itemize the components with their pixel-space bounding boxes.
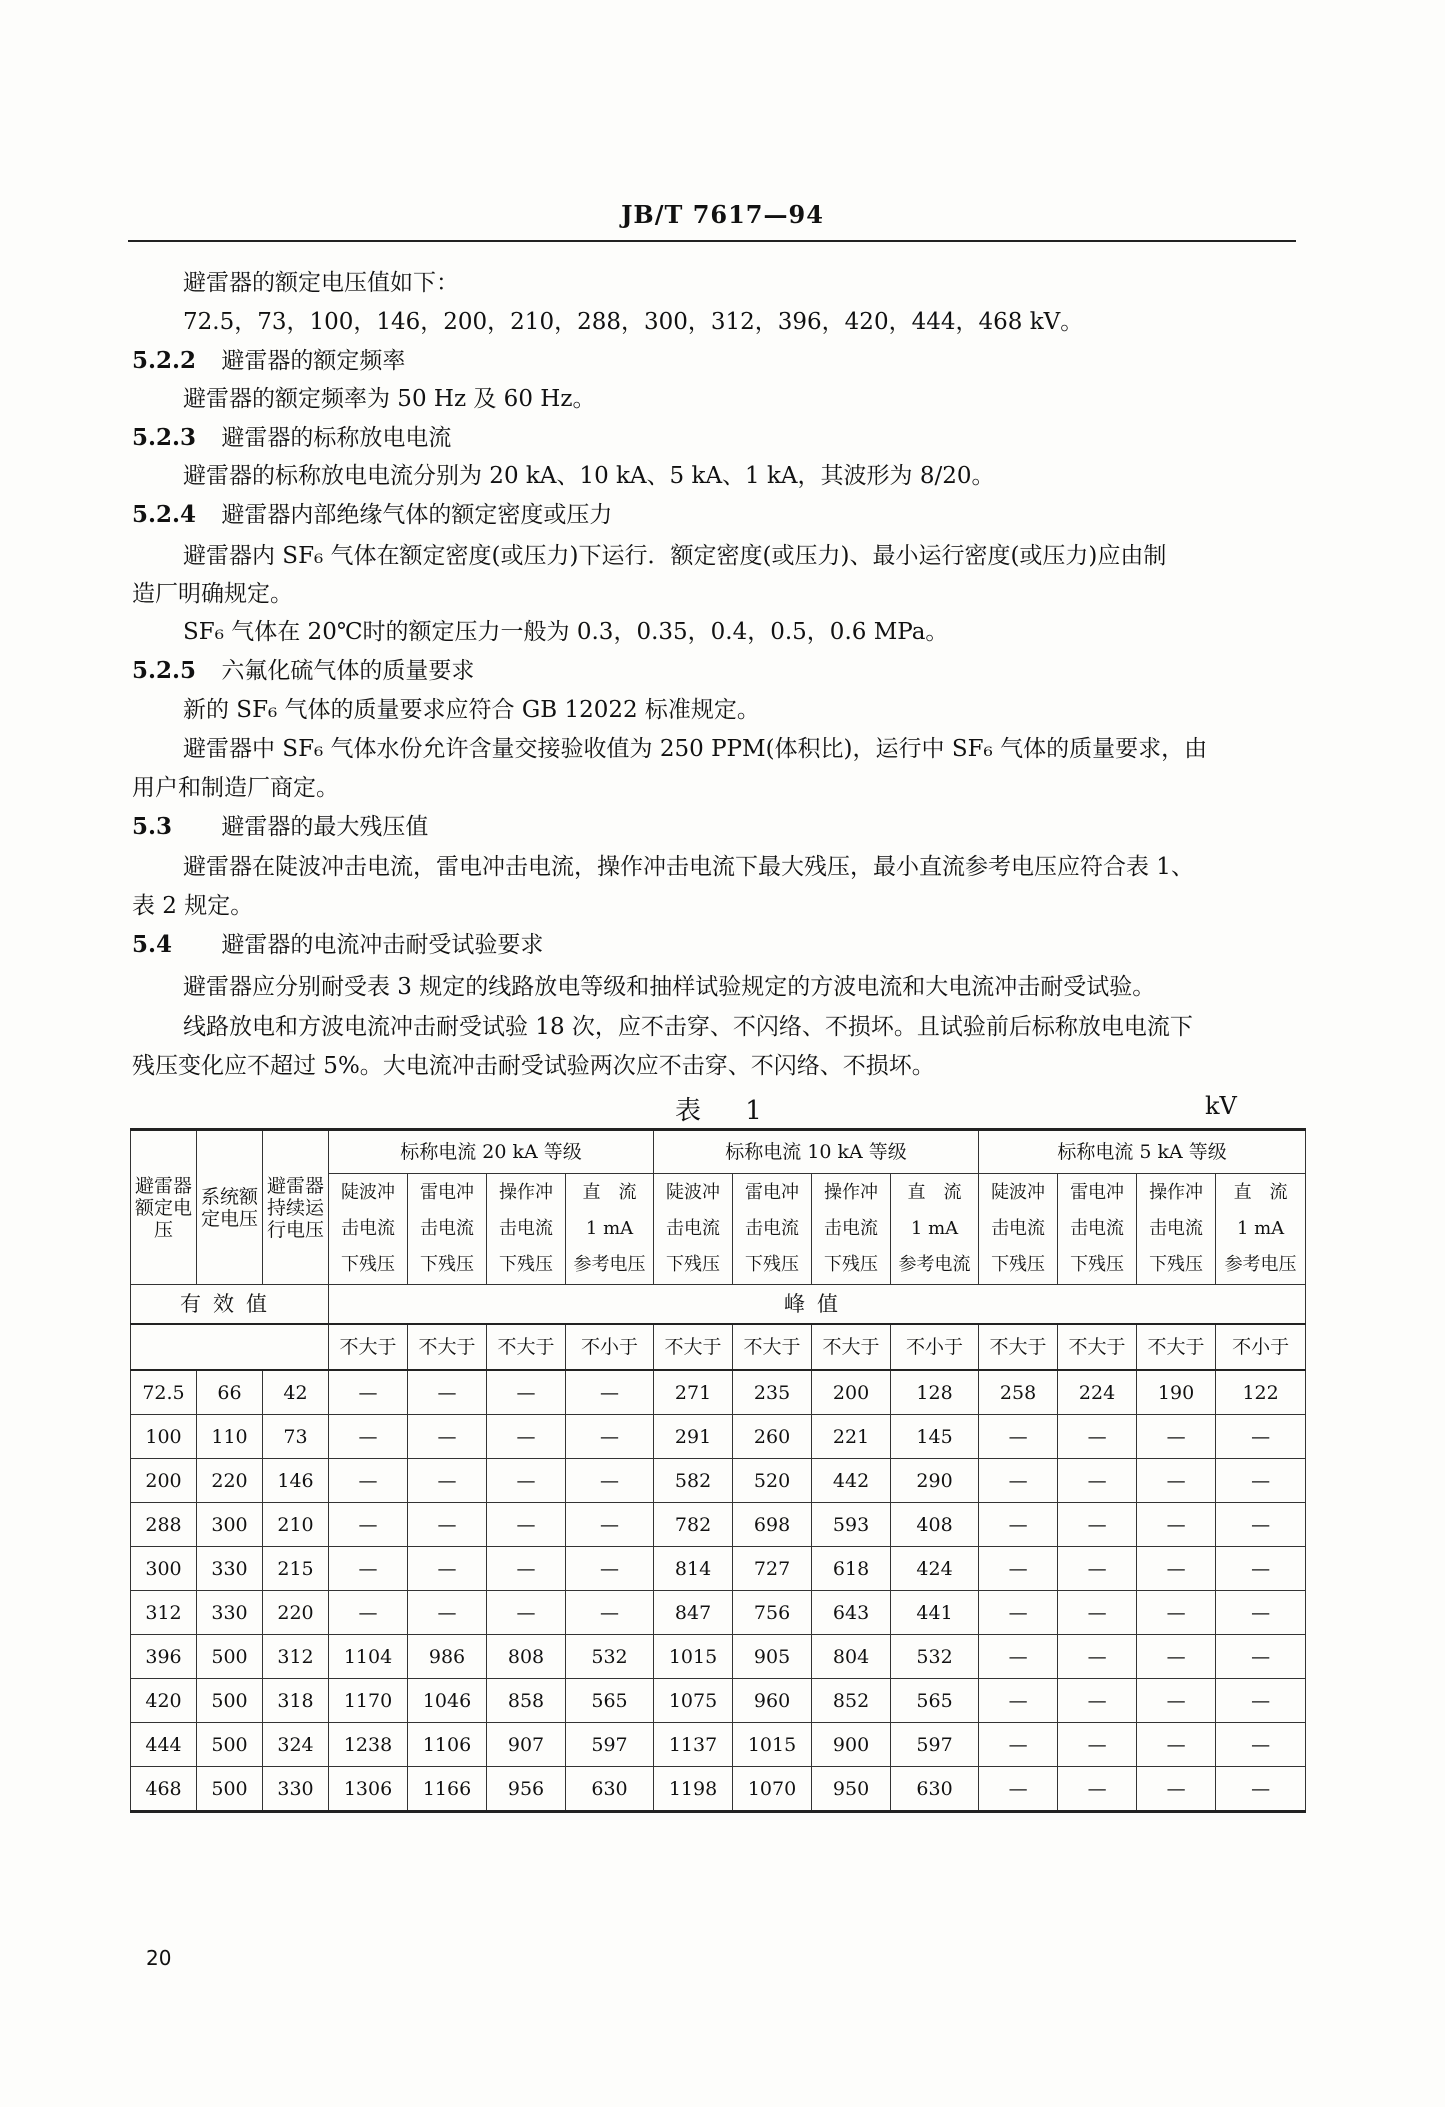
table-cell: 956 bbox=[487, 1767, 566, 1812]
subheader-line: 击电流 bbox=[824, 1218, 879, 1239]
table-cell: — bbox=[1137, 1767, 1216, 1812]
table-cell: 300 bbox=[197, 1503, 263, 1547]
table-cell: 597 bbox=[566, 1723, 654, 1767]
document-code-header: JB/T 7617—94 bbox=[621, 200, 824, 229]
table-row bbox=[131, 1370, 1306, 1415]
section-number: 5.3 bbox=[132, 813, 173, 840]
subheader-line: 操作冲 bbox=[824, 1182, 879, 1203]
table-cell: 532 bbox=[891, 1635, 979, 1679]
table-cell: 324 bbox=[263, 1723, 329, 1767]
table-cell: 1015 bbox=[733, 1723, 812, 1767]
table-cell: 235 bbox=[733, 1370, 812, 1415]
table-cell: — bbox=[487, 1415, 566, 1459]
section-5-2-5-text-3: 用户和制造厂商定。 bbox=[132, 775, 339, 801]
subheader-line: 下残压 bbox=[1149, 1254, 1204, 1275]
table-cell: — bbox=[1216, 1459, 1306, 1503]
table-cell: 782 bbox=[654, 1503, 733, 1547]
table-cell: — bbox=[979, 1503, 1058, 1547]
subheader-line: 下残压 bbox=[341, 1254, 395, 1275]
table-cell: 630 bbox=[891, 1767, 979, 1812]
table-cell: 643 bbox=[812, 1591, 891, 1635]
table-cell: 290 bbox=[891, 1459, 979, 1503]
table-cell: 520 bbox=[733, 1459, 812, 1503]
table-cell: 1070 bbox=[733, 1767, 812, 1812]
limit-cell: 不大于 bbox=[979, 1324, 1058, 1370]
table-cell: 73 bbox=[263, 1415, 329, 1459]
table-row bbox=[131, 1459, 1306, 1503]
section-number: 5.4 bbox=[132, 931, 173, 958]
table-cell: 42 bbox=[263, 1370, 329, 1415]
table-cell: — bbox=[566, 1547, 654, 1591]
subheader-line: 操作冲 bbox=[499, 1182, 553, 1203]
table-row bbox=[131, 1635, 1306, 1679]
table-cell: — bbox=[1058, 1591, 1137, 1635]
table-cell: 1170 bbox=[329, 1679, 408, 1723]
table-cell: — bbox=[487, 1591, 566, 1635]
intro-label: 避雷器的额定电压值如下： bbox=[183, 270, 459, 296]
table-cell: 1106 bbox=[408, 1723, 487, 1767]
table-cell: 1166 bbox=[408, 1767, 487, 1812]
rated-voltage-list: 72.5，73，100，146，200，210，288，300，312，396，420，444，468 kV。 bbox=[183, 309, 1084, 335]
section-number: 5.2.5 bbox=[132, 657, 197, 684]
limit-cell: 不大于 bbox=[733, 1324, 812, 1370]
table-cell: — bbox=[1216, 1679, 1306, 1723]
table-cell: — bbox=[979, 1415, 1058, 1459]
column-subheader bbox=[1216, 1174, 1306, 1285]
table-cell: — bbox=[329, 1547, 408, 1591]
limit-cell: 不大于 bbox=[812, 1324, 891, 1370]
table-cell: 858 bbox=[487, 1679, 566, 1723]
table-cell: 565 bbox=[891, 1679, 979, 1723]
table-cell: 500 bbox=[197, 1767, 263, 1812]
table-row bbox=[131, 1767, 1306, 1812]
table-cell: 122 bbox=[1216, 1370, 1306, 1415]
table-cell: — bbox=[1216, 1723, 1306, 1767]
table-cell: 66 bbox=[197, 1370, 263, 1415]
table-cell: 986 bbox=[408, 1635, 487, 1679]
subheader-line: 雷电冲 bbox=[745, 1182, 800, 1203]
table-cell: 200 bbox=[812, 1370, 891, 1415]
table-cell: 814 bbox=[654, 1547, 733, 1591]
table-cell: — bbox=[979, 1591, 1058, 1635]
table-cell: 215 bbox=[263, 1547, 329, 1591]
table-cell: 698 bbox=[733, 1503, 812, 1547]
table-cell: — bbox=[1058, 1459, 1137, 1503]
table-cell: 960 bbox=[733, 1679, 812, 1723]
subheader-line: 雷电冲 bbox=[420, 1182, 474, 1203]
section-5-3-heading bbox=[132, 812, 428, 842]
table-cell: 288 bbox=[131, 1503, 197, 1547]
section-5-4-text-2: 线路放电和方波电流冲击耐受试验 18 次，应不击穿、不闪络、不损坏。且试验前后标称放电电流下 bbox=[183, 1014, 1193, 1040]
table-cell: 804 bbox=[812, 1635, 891, 1679]
table-cell: 444 bbox=[131, 1723, 197, 1767]
header-rule bbox=[128, 240, 1296, 242]
group-header-10ka: 标称电流 10 kA 等级 bbox=[654, 1130, 979, 1174]
table-cell: 1104 bbox=[329, 1635, 408, 1679]
table-cell: — bbox=[1058, 1503, 1137, 1547]
table-cell: 1306 bbox=[329, 1767, 408, 1812]
table-cell: 72.5 bbox=[131, 1370, 197, 1415]
group-header-5ka: 标称电流 5 kA 等级 bbox=[979, 1130, 1306, 1174]
limit-cell: 不小于 bbox=[891, 1324, 979, 1370]
table-cell: — bbox=[408, 1591, 487, 1635]
table-cell: 146 bbox=[263, 1459, 329, 1503]
table-cell: 468 bbox=[131, 1767, 197, 1812]
table-cell: 396 bbox=[131, 1635, 197, 1679]
peak-value-label: 峰值 bbox=[329, 1285, 1306, 1325]
column-subheader bbox=[408, 1174, 487, 1285]
table-cell: 950 bbox=[812, 1767, 891, 1812]
table-cell: 110 bbox=[197, 1415, 263, 1459]
subheader-line: 下残压 bbox=[1070, 1254, 1125, 1275]
table-cell: — bbox=[1058, 1635, 1137, 1679]
limits-row bbox=[131, 1324, 1306, 1370]
section-5-2-3-heading bbox=[132, 423, 451, 453]
table-cell: — bbox=[329, 1459, 408, 1503]
table-cell: — bbox=[979, 1635, 1058, 1679]
limits-blank bbox=[131, 1324, 329, 1370]
table-unit: kV bbox=[1205, 1092, 1237, 1120]
subheader-line: 击电流 bbox=[1070, 1218, 1125, 1239]
section-5-2-4-text-1: 避雷器内 SF₆ 气体在额定密度(或压力)下运行．额定密度(或压力)、最小运行密度(或压力)应由制 bbox=[183, 543, 1167, 569]
table-cell: 220 bbox=[197, 1459, 263, 1503]
table-cell: 1046 bbox=[408, 1679, 487, 1723]
limit-cell: 不小于 bbox=[566, 1324, 654, 1370]
header-system-voltage: 系统额定电压 bbox=[197, 1130, 263, 1285]
table-row bbox=[131, 1415, 1306, 1459]
table-cell: 300 bbox=[131, 1547, 197, 1591]
effective-value-label: 有效值 bbox=[131, 1285, 329, 1325]
table-cell: — bbox=[1216, 1591, 1306, 1635]
subheader-line: 参考电流 bbox=[898, 1254, 971, 1275]
table-cell: 852 bbox=[812, 1679, 891, 1723]
subheader-line: 陡波冲 bbox=[341, 1182, 395, 1203]
table-cell: 291 bbox=[654, 1415, 733, 1459]
table-cell: 424 bbox=[891, 1547, 979, 1591]
limit-cell: 不大于 bbox=[487, 1324, 566, 1370]
table-cell: — bbox=[1058, 1767, 1137, 1812]
table-cell: — bbox=[1137, 1415, 1216, 1459]
table-cell: 500 bbox=[197, 1679, 263, 1723]
section-5-3-text-1: 避雷器在陡波冲击电流，雷电冲击电流，操作冲击电流下最大残压，最小直流参考电压应符合表 1、 bbox=[183, 854, 1194, 880]
table-cell: — bbox=[487, 1547, 566, 1591]
table-body bbox=[131, 1370, 1306, 1812]
table-cell: 565 bbox=[566, 1679, 654, 1723]
table-cell: — bbox=[329, 1370, 408, 1415]
column-subheader bbox=[1058, 1174, 1137, 1285]
subheader-line: 直 流 bbox=[1233, 1182, 1288, 1203]
subheader-line: 直 流 bbox=[582, 1182, 637, 1203]
column-subheader bbox=[1137, 1174, 1216, 1285]
table-cell: — bbox=[566, 1370, 654, 1415]
table-cell: 128 bbox=[891, 1370, 979, 1415]
table-cell: — bbox=[1216, 1767, 1306, 1812]
table-cell: — bbox=[408, 1415, 487, 1459]
section-title: 避雷器的额定频率 bbox=[221, 348, 406, 374]
section-5-4-heading bbox=[132, 930, 543, 960]
table-cell: — bbox=[487, 1503, 566, 1547]
subheader-line: 击电流 bbox=[499, 1218, 553, 1239]
subheader-line: 操作冲 bbox=[1149, 1182, 1204, 1203]
limit-cell: 不大于 bbox=[408, 1324, 487, 1370]
column-subheader bbox=[979, 1174, 1058, 1285]
table-cell: — bbox=[1216, 1415, 1306, 1459]
section-title: 避雷器内部绝缘气体的额定密度或压力 bbox=[221, 502, 613, 528]
table-cell: — bbox=[1058, 1679, 1137, 1723]
table-cell: 420 bbox=[131, 1679, 197, 1723]
table-cell: 145 bbox=[891, 1415, 979, 1459]
column-subheader bbox=[654, 1174, 733, 1285]
header-rated-voltage: 避雷器额定电压 bbox=[131, 1130, 197, 1285]
table-cell: — bbox=[1137, 1547, 1216, 1591]
table-cell: 1075 bbox=[654, 1679, 733, 1723]
subheader-line: 下残压 bbox=[991, 1254, 1046, 1275]
table-cell: 330 bbox=[197, 1547, 263, 1591]
table-cell: — bbox=[566, 1415, 654, 1459]
section-5-2-3-text: 避雷器的标称放电电流分别为 20 kA、10 kA、5 kA、1 kA，其波形为 8/20。 bbox=[183, 463, 995, 489]
table-cell: — bbox=[1137, 1679, 1216, 1723]
subheader-line: 1 mA bbox=[1236, 1218, 1285, 1239]
table-cell: 210 bbox=[263, 1503, 329, 1547]
table-cell: — bbox=[1058, 1547, 1137, 1591]
table-cell: — bbox=[1058, 1723, 1137, 1767]
section-number: 5.2.3 bbox=[132, 424, 197, 451]
section-title: 避雷器的最大残压值 bbox=[221, 814, 429, 840]
table-cell: 442 bbox=[812, 1459, 891, 1503]
subheader-line: 下残压 bbox=[745, 1254, 800, 1275]
table-cell: 532 bbox=[566, 1635, 654, 1679]
table-cell: 900 bbox=[812, 1723, 891, 1767]
section-number: 5.2.2 bbox=[132, 347, 197, 374]
subheader-line: 陡波冲 bbox=[666, 1182, 721, 1203]
subheader-line: 直 流 bbox=[907, 1182, 962, 1203]
section-title: 避雷器的电流冲击耐受试验要求 bbox=[221, 932, 544, 958]
section-5-2-2-heading bbox=[132, 346, 405, 376]
table-cell: 1238 bbox=[329, 1723, 408, 1767]
subheader-line: 下残压 bbox=[666, 1254, 721, 1275]
section-title: 避雷器的标称放电电流 bbox=[221, 425, 452, 451]
table-cell: 258 bbox=[979, 1370, 1058, 1415]
table-cell: 1015 bbox=[654, 1635, 733, 1679]
section-title: 六氟化硫气体的质量要求 bbox=[221, 658, 475, 684]
residual-voltage-table bbox=[130, 1128, 1306, 1813]
table-row bbox=[131, 1547, 1306, 1591]
section-5-2-4-text-3: SF₆ 气体在 20℃时的额定压力一般为 0.3，0.35，0.4，0.5，0.6 MPa。 bbox=[183, 619, 949, 645]
limit-cell: 不小于 bbox=[1216, 1324, 1306, 1370]
section-5-2-4-heading bbox=[132, 500, 612, 530]
table-cell: — bbox=[1137, 1591, 1216, 1635]
table-cell: 318 bbox=[263, 1679, 329, 1723]
section-5-2-5-text-2: 避雷器中 SF₆ 气体水份允许含量交接验收值为 250 PPM(体积比)，运行中 SF₆ 气体的质量要求，由 bbox=[183, 736, 1208, 762]
table-cell: 220 bbox=[263, 1591, 329, 1635]
section-5-4-text-1: 避雷器应分别耐受表 3 规定的线路放电等级和抽样试验规定的方波电流和大电流冲击耐受试验。 bbox=[183, 974, 1156, 1000]
subheader-line: 击电流 bbox=[745, 1218, 800, 1239]
table-row bbox=[131, 1723, 1306, 1767]
table-cell: — bbox=[979, 1679, 1058, 1723]
table-row bbox=[131, 1679, 1306, 1723]
table-cell: 593 bbox=[812, 1503, 891, 1547]
table-cell: — bbox=[1137, 1635, 1216, 1679]
subheader-line: 下残压 bbox=[420, 1254, 474, 1275]
table-cell: 500 bbox=[197, 1723, 263, 1767]
table-cell: 200 bbox=[131, 1459, 197, 1503]
subheader-line: 击电流 bbox=[666, 1218, 721, 1239]
table-cell: 618 bbox=[812, 1547, 891, 1591]
table-cell: 1137 bbox=[654, 1723, 733, 1767]
group-header-20ka: 标称电流 20 kA 等级 bbox=[329, 1130, 654, 1174]
table-row bbox=[131, 1591, 1306, 1635]
subheader-line: 1 mA bbox=[910, 1218, 959, 1239]
table-cell: — bbox=[979, 1547, 1058, 1591]
subheader-line: 下残压 bbox=[499, 1254, 553, 1275]
limit-cell: 不大于 bbox=[1137, 1324, 1216, 1370]
column-subheader bbox=[812, 1174, 891, 1285]
section-number: 5.2.4 bbox=[132, 501, 197, 528]
table-cell: — bbox=[329, 1591, 408, 1635]
table-cell: — bbox=[566, 1503, 654, 1547]
column-subheader bbox=[487, 1174, 566, 1285]
table-cell: 221 bbox=[812, 1415, 891, 1459]
header-continuous-voltage: 避雷器持续运行电压 bbox=[263, 1130, 329, 1285]
table-cell: 1198 bbox=[654, 1767, 733, 1812]
table-cell: 727 bbox=[733, 1547, 812, 1591]
table-cell: — bbox=[1216, 1635, 1306, 1679]
table-cell: 312 bbox=[263, 1635, 329, 1679]
table-cell: 500 bbox=[197, 1635, 263, 1679]
section-5-4-text-3: 残压变化应不超过 5%。大电流冲击耐受试验两次应不击穿、不闪络、不损坏。 bbox=[132, 1053, 935, 1079]
limit-cell: 不大于 bbox=[329, 1324, 408, 1370]
column-subheader bbox=[891, 1174, 979, 1285]
table-cell: — bbox=[979, 1767, 1058, 1812]
table-cell: 330 bbox=[263, 1767, 329, 1812]
table-cell: 312 bbox=[131, 1591, 197, 1635]
table-cell: — bbox=[487, 1370, 566, 1415]
subheader-line: 击电流 bbox=[420, 1218, 474, 1239]
page-number: 20 bbox=[146, 1946, 172, 1970]
subheader-line: 击电流 bbox=[991, 1218, 1046, 1239]
table-cell: — bbox=[1058, 1415, 1137, 1459]
subheader-line: 陡波冲 bbox=[991, 1182, 1046, 1203]
table-cell: — bbox=[1216, 1547, 1306, 1591]
table-cell: — bbox=[408, 1503, 487, 1547]
subheader-line: 1 mA bbox=[585, 1218, 634, 1239]
section-5-3-text-2: 表 2 规定。 bbox=[132, 893, 254, 919]
subheader-line: 参考电压 bbox=[573, 1254, 646, 1275]
column-subheader bbox=[733, 1174, 812, 1285]
table-cell: — bbox=[408, 1547, 487, 1591]
table-cell: 630 bbox=[566, 1767, 654, 1812]
limit-cell: 不大于 bbox=[1058, 1324, 1137, 1370]
table-cell: — bbox=[566, 1591, 654, 1635]
table-cell: 190 bbox=[1137, 1370, 1216, 1415]
table-row bbox=[131, 1503, 1306, 1547]
table-cell: — bbox=[487, 1459, 566, 1503]
table-cell: 100 bbox=[131, 1415, 197, 1459]
table-cell: 847 bbox=[654, 1591, 733, 1635]
limit-cell: 不大于 bbox=[654, 1324, 733, 1370]
section-5-2-5-text-1: 新的 SF₆ 气体的质量要求应符合 GB 12022 标准规定。 bbox=[183, 697, 760, 723]
table-cell: 408 bbox=[891, 1503, 979, 1547]
table-cell: 907 bbox=[487, 1723, 566, 1767]
table-cell: — bbox=[1137, 1723, 1216, 1767]
table-cell: — bbox=[979, 1723, 1058, 1767]
subheader-line: 击电流 bbox=[341, 1218, 395, 1239]
section-5-2-2-text: 避雷器的额定频率为 50 Hz 及 60 Hz。 bbox=[183, 386, 596, 412]
table-cell: — bbox=[566, 1459, 654, 1503]
table-cell: 224 bbox=[1058, 1370, 1137, 1415]
subheader-line: 雷电冲 bbox=[1070, 1182, 1125, 1203]
table-cell: 597 bbox=[891, 1723, 979, 1767]
section-5-2-5-heading bbox=[132, 656, 474, 686]
table-cell: 756 bbox=[733, 1591, 812, 1635]
column-subheader bbox=[329, 1174, 408, 1285]
table-cell: — bbox=[979, 1459, 1058, 1503]
section-5-2-4-text-2: 造厂明确规定。 bbox=[132, 581, 293, 607]
table-cell: — bbox=[329, 1503, 408, 1547]
table-cell: — bbox=[1216, 1503, 1306, 1547]
table-cell: 905 bbox=[733, 1635, 812, 1679]
table-title: 表 1 bbox=[675, 1096, 780, 1126]
table-cell: — bbox=[329, 1415, 408, 1459]
table-cell: — bbox=[408, 1370, 487, 1415]
column-subheader bbox=[566, 1174, 654, 1285]
table-cell: 582 bbox=[654, 1459, 733, 1503]
table-cell: — bbox=[408, 1459, 487, 1503]
table-cell: — bbox=[1137, 1459, 1216, 1503]
table-cell: 271 bbox=[654, 1370, 733, 1415]
table-cell: 260 bbox=[733, 1415, 812, 1459]
table-cell: 441 bbox=[891, 1591, 979, 1635]
table-cell: 330 bbox=[197, 1591, 263, 1635]
table-cell: — bbox=[1137, 1503, 1216, 1547]
subheader-line: 击电流 bbox=[1149, 1218, 1204, 1239]
subheader-line: 下残压 bbox=[824, 1254, 879, 1275]
table-cell: 808 bbox=[487, 1635, 566, 1679]
subheader-line: 参考电压 bbox=[1224, 1254, 1297, 1275]
